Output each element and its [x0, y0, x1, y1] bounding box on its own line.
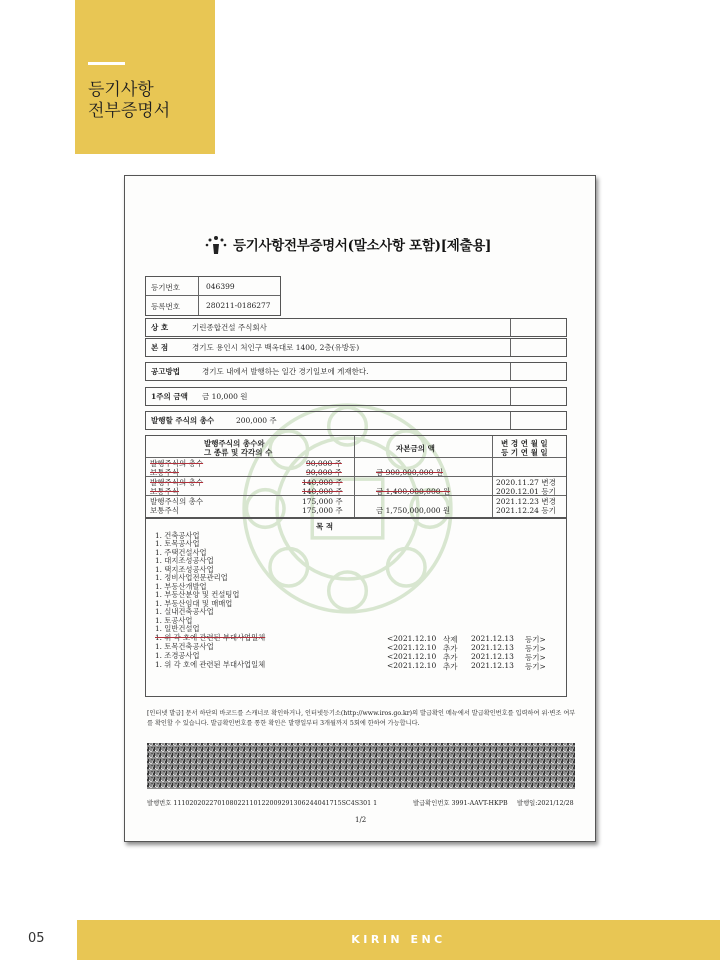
capital-row-value: 175,000 주 — [302, 506, 343, 515]
issue-number: 111020202270108022110122009291306244041715SC4S301 1 — [173, 800, 378, 807]
share-value-row — [145, 387, 567, 406]
purpose-item: 1. 토목공사업 — [155, 539, 200, 548]
registry-certificate-document — [124, 175, 596, 842]
notice-method: 경기도 내에서 발행하는 일간 경기일보에 게재한다. — [202, 367, 369, 376]
purpose-change-item: 1. 위 각 호에 관련된 부대사업일체 — [155, 660, 266, 669]
registry-number: 046399 — [206, 282, 235, 291]
company-label: 상 호 — [151, 323, 169, 332]
purpose-item: 1. 대지조성공사업 — [155, 556, 214, 565]
capital-row-value: 175,000 주 — [302, 497, 343, 506]
address-label: 본 점 — [151, 343, 169, 352]
purpose-change-item: 1. 위 각 호에 관련된 부대사업일체 — [155, 633, 266, 642]
company-name-row — [145, 318, 567, 337]
purpose-change-item: 1. 토목건축공사업 — [155, 642, 214, 651]
registration-number-label: 등록번호 — [151, 302, 180, 311]
registry-id-box — [145, 276, 281, 316]
section-title-line2: 전부증명서 — [88, 101, 171, 121]
capital-table — [145, 435, 567, 519]
purpose-change-date: <2021.12.10 — [387, 661, 437, 670]
purpose-item: 1. 일반건설업 — [155, 624, 200, 633]
purpose-item: 1. 부동산개발업 — [155, 582, 207, 591]
purpose-header: 목 적 — [316, 522, 334, 531]
capital-row-label: 발행주식의 총수 — [150, 497, 204, 506]
capital-row-label: 발행주식의 총수 — [150, 459, 204, 468]
confirm-number: 3991-AAVT-HKPB — [451, 800, 508, 807]
purpose-change-date: 2021.12.13 — [471, 652, 514, 661]
address-row — [145, 338, 567, 357]
purpose-item: 1. 부동산임대 및 매매업 — [155, 599, 233, 608]
purpose-change-action: 추가 — [443, 653, 458, 662]
purpose-item: 1. 토공사업 — [155, 616, 193, 625]
capital-header-right-1: 변 경 연 월 일 — [501, 439, 548, 448]
title-accent-dash — [88, 62, 125, 65]
address: 경기도 용인시 처인구 백옥대로 1400, 2층(유방동) — [192, 343, 360, 352]
purpose-change-date: <2021.12.10 — [387, 652, 437, 661]
issue-date-label: 발행일 — [517, 800, 536, 807]
purpose-item: 1. 건축공사업 — [155, 531, 200, 540]
document-title: 등기사항전부증명서(말소사항 포함)[제출용] — [233, 238, 492, 254]
capital-row-capital: 금 1,750,000,000 원 — [376, 506, 451, 515]
capital-row-value: 140,000 주 — [302, 487, 343, 496]
section-title-block — [75, 0, 215, 154]
purpose-change-date: 2021.12.13 — [471, 643, 514, 652]
purpose-change-action: 삭제 — [443, 635, 458, 644]
capital-row-label: 보통주식 — [150, 506, 179, 515]
issue-number-label: 발행번호 — [147, 800, 172, 807]
purpose-change-date: 2021.12.13 — [471, 634, 514, 643]
notice-method-row — [145, 362, 567, 381]
share-value: 금 10,000 원 — [202, 392, 248, 401]
purpose-change-action: 추가 — [443, 662, 458, 671]
purpose-item: 1. 부동산분양 및 컨설팅업 — [155, 590, 240, 599]
capital-row-date: 2020.11.27 변경 — [496, 478, 556, 487]
national-emblem-icon — [203, 232, 229, 256]
purpose-item: 1. 택지조성공사업 — [155, 565, 214, 574]
purpose-change-action: 추가 — [443, 644, 458, 653]
total-shares-row — [145, 411, 567, 430]
purpose-item: 1. 정비사업전문관리업 — [155, 573, 228, 582]
issue-date: :2021/12/28 — [535, 800, 574, 807]
capital-row-capital: 금 1,400,000,000 원 — [376, 487, 451, 496]
page-number: 05 — [28, 931, 45, 946]
company-name: 기린종합건설 주식회사 — [192, 323, 267, 332]
capital-header-left-1: 발행주식의 총수와 — [204, 439, 265, 448]
security-barcode — [147, 743, 575, 789]
capital-header-middle: 자본금의 액 — [396, 444, 435, 453]
purpose-change-item: 1. 조경공사업 — [155, 651, 200, 660]
purpose-change-suffix: 등기> — [525, 662, 546, 671]
capital-header-left-2: 그 종류 및 각각의 수 — [204, 448, 273, 457]
total-shares: 200,000 주 — [236, 416, 277, 425]
capital-row-value: 90,000 주 — [306, 468, 342, 477]
capital-row-date: 2020.12.01 등기 — [496, 487, 556, 496]
capital-row-date: 2021.12.24 등기 — [496, 506, 556, 515]
purpose-item: 1. 실내건축공사업 — [155, 607, 214, 616]
document-page-number: 1/2 — [355, 816, 367, 824]
purpose-change-date: 2021.12.13 — [471, 661, 514, 670]
capital-row-capital: 금 900,000,000 원 — [376, 468, 443, 477]
total-shares-label: 발행할 주식의 총수 — [151, 416, 215, 425]
document-header — [203, 232, 491, 256]
share-value-label: 1주의 금액 — [151, 392, 188, 401]
capital-row-label: 발행주식의 총수 — [150, 478, 204, 487]
confirm-number-label: 발급확인번호 — [413, 800, 450, 807]
verification-note: [인터넷 발급] 문서 하단의 바코드를 스캐너로 확인하거나, 인터넷등기소(http://www.iros.go.kr)의 발급확인 메뉴에서 발급확인번호를 입력하여 위·변조 여부를 확인할 수 있습니다. 발급확인번호를 통한 확인은 발행일부터 3개월까지 5회에 한하여 가능합니다. — [147, 710, 576, 727]
purpose-change-suffix: 등기> — [525, 635, 546, 644]
registry-number-label: 등기번호 — [151, 283, 180, 292]
capital-header-right-2: 등 기 연 월 일 — [501, 448, 548, 457]
purpose-change-date: <2021.12.10 — [387, 643, 437, 652]
purpose-change-suffix: 등기> — [525, 644, 546, 653]
notice-label: 공고방법 — [151, 367, 180, 376]
footer-brand: KIRIN ENC — [351, 933, 446, 946]
capital-row-value: 90,000 주 — [306, 459, 342, 468]
section-title — [88, 80, 170, 122]
registration-number: 280211-0186277 — [206, 301, 271, 310]
footer-bar — [77, 920, 720, 960]
capital-row-label: 보통주식 — [150, 487, 179, 496]
capital-row-value: 140,000 주 — [302, 478, 343, 487]
purpose-item: 1. 주택건설사업 — [155, 548, 207, 557]
purpose-change-date: <2021.12.10 — [387, 634, 437, 643]
capital-row-label: 보통주식 — [150, 468, 179, 477]
purpose-change-suffix: 등기> — [525, 653, 546, 662]
capital-row-date: 2021.12.23 변경 — [496, 497, 556, 506]
section-title-line1: 등기사항 — [88, 80, 154, 100]
